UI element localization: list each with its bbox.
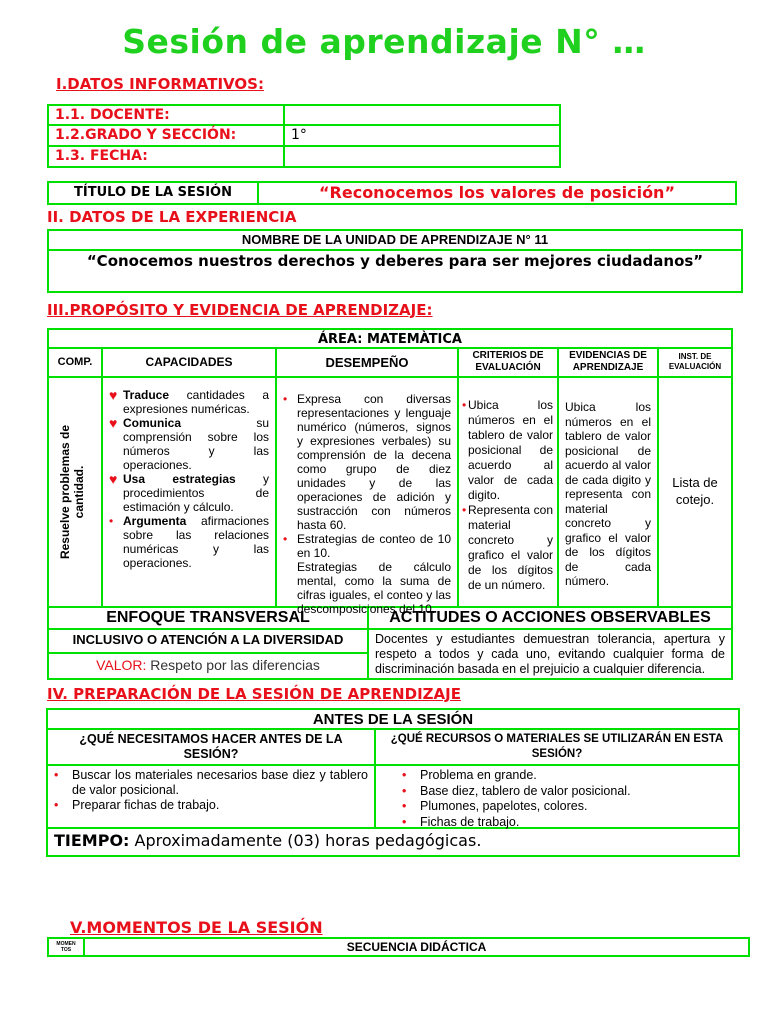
header-capacidades: CAPACIDADES xyxy=(103,349,277,378)
value-fecha[interactable] xyxy=(285,147,559,166)
col2-item-text: Plumones, papelotes, colores. xyxy=(420,799,588,813)
momentos-label: MOMEN TOS xyxy=(49,939,85,955)
competencia-cell xyxy=(49,378,103,608)
session-title-box xyxy=(47,181,737,205)
col2-header: ¿QUÉ RECURSOS O MATERIALES SE UTILIZARÁN EN ESTA SESIÓN? xyxy=(376,730,738,766)
label-fecha: 1.3. FECHA: xyxy=(49,147,285,166)
tiempo-row xyxy=(48,829,738,855)
valor-text: Respeto por las diferencias xyxy=(146,657,320,673)
area-label: ÁREA: MATEMÀTICA xyxy=(49,330,731,349)
instrumento-cell: Lista de cotejo. xyxy=(659,378,731,608)
actitudes-value: Docentes y estudiantes demuestran tolerancia, apertura y respeto a todos y cada uno, evitando cualquier forma de discriminación basada en el prejuicio a cualquier diferencia. xyxy=(375,632,725,676)
proposito-table xyxy=(47,328,733,680)
col1-item-text: Buscar los materiales necesarios base diez y tablero de valor posicional. xyxy=(72,768,368,797)
session-title-label: TÍTULO DE LA SESIÓN xyxy=(49,183,259,203)
tiempo-text: Aproximadamente (03) horas pedagógicas. xyxy=(129,831,482,850)
tiempo-label: TIEMPO: xyxy=(54,831,130,850)
section-heading-momentos: V.MOMENTOS DE LA SESIÓN xyxy=(70,918,323,937)
actitudes-header: ACTITUDES O ACCIONES OBSERVABLES xyxy=(369,608,731,630)
criterio-text: Ubica los números en el tablero de valor posicional de acuerdo al valor de cada digito. xyxy=(468,398,553,502)
desempeno-cell xyxy=(277,378,459,616)
col2-item-text: Problema en grande. xyxy=(420,768,537,782)
capacidad-text: cantidades a expresiones numéricas. xyxy=(123,388,269,416)
header-comp: COMP. xyxy=(49,349,103,378)
col1-header: ¿QUÉ NECESITAMOS HACER ANTES DE LA SESIÓN? xyxy=(48,730,376,766)
datos-table xyxy=(47,104,561,168)
capacidad-bold: Usa estrategias xyxy=(123,472,236,486)
col1-item-text: Preparar fichas de trabajo. xyxy=(72,798,220,812)
desempeno-item: • Expresa con diversas representaciones y lenguaje numérico (números, signos y expresiones verbales) su comprensión de la decena como grupo de diez unidades y de las operaciones de adición y sustracción con números hasta 60. xyxy=(283,392,451,532)
col2-item: • Plumones, papelotes, colores. xyxy=(402,799,588,813)
desempeno-item: • Estrategias de conteo de 10 en 10. xyxy=(283,532,451,560)
criterio-item: • Ubica los números en el tablero de valor posicional de acuerdo al valor de cada digito. xyxy=(462,398,553,502)
capacidad-item: • Argumenta afirmaciones sobre las relaciones numéricas y las operaciones. xyxy=(109,514,269,570)
page-title: Sesión de aprendizaje N° … xyxy=(122,22,646,61)
header-evidencias: EVIDENCIAS DE APRENDIZAJE xyxy=(559,349,659,378)
col1-item: • Buscar los materiales necesarios base diez y tablero de valor posicional. xyxy=(54,768,368,797)
antes-label: ANTES DE LA SESIÓN xyxy=(48,710,738,730)
col2-item-text: Base diez, tablero de valor posicional. xyxy=(420,783,631,798)
capacidad-bold: Argumenta xyxy=(123,514,187,528)
criterios-cell xyxy=(459,378,559,608)
criterio-text: Representa con material concreto y grafico el valor de los dígitos de un número. xyxy=(468,503,553,592)
criterio-item: • Representa con material concreto y grafico el valor de los dígitos de un número. xyxy=(462,503,553,592)
enfoque-header: ENFOQUE TRANSVERSAL xyxy=(49,608,369,630)
capacidad-item: ♥ Usa estrategias y procedimientos de estimación y cálculo. xyxy=(109,471,269,514)
desempeno-extra: Estrategias de cálculo mental, como la suma de cifras iguales, el conteo y las descomposiciones del 10. xyxy=(297,560,451,616)
section-heading-proposito: III.PROPÓSITO Y EVIDENCIA DE APRENDIZAJE: xyxy=(47,301,433,319)
section-heading-preparacion: IV. PREPARACIÓN DE LA SESIÓN DE APRENDIZAJE xyxy=(47,685,461,703)
preparacion-table xyxy=(46,708,740,857)
col2-item: • Fichas de trabajo. xyxy=(402,814,520,829)
valor-cell xyxy=(49,654,369,678)
capacidad-item: ♥ Comunica su comprensión sobre los números y las operaciones. xyxy=(109,415,269,472)
col2-item-text: Fichas de trabajo. xyxy=(420,814,520,829)
session-title-value: “Reconocemos los valores de posición” xyxy=(319,183,675,202)
unit-name: “Conocemos nuestros derechos y deberes para ser mejores ciudadanos” xyxy=(86,252,704,270)
header-desempeno: DESEMPEÑO xyxy=(277,349,459,378)
value-docente[interactable] xyxy=(285,106,559,126)
capacidad-bold: Comunica xyxy=(123,416,182,430)
header-inst: INST. DE EVALUACIÓN xyxy=(659,349,731,378)
momentos-table xyxy=(47,937,750,957)
col1-item: • Preparar fichas de trabajo. xyxy=(54,798,220,812)
competencia-text: Resuelve problemas de cantidad. xyxy=(58,424,86,560)
unit-label: NOMBRE DE LA UNIDAD DE APRENDIZAJE N° 11 xyxy=(49,231,741,251)
col2-list xyxy=(376,766,738,829)
col1-list xyxy=(48,766,376,829)
unit-box xyxy=(47,229,743,293)
section-heading-datos: I.DATOS INFORMATIVOS: xyxy=(56,75,264,93)
secuencia-label: SECUENCIA DIDÁCTICA xyxy=(346,940,487,954)
capacidades-cell xyxy=(103,378,277,608)
header-criterios: CRITERIOS DE EVALUACIÓN xyxy=(459,349,559,378)
col2-item: • Problema en grande. xyxy=(402,768,537,782)
evidencia-cell: Ubica los números en el tablero de valor posicional de acuerdo al valor de cada digito y representa con material concreto y grafico el valor de los dígitos de cada número. xyxy=(559,378,659,608)
desempeno-text: Estrategias de conteo de 10 en 10. xyxy=(297,532,451,560)
label-grado: 1.2.GRADO Y SECCIÓN: xyxy=(49,126,285,147)
value-grado[interactable]: 1° xyxy=(285,126,559,147)
capacidad-item: ♥ Traduce cantidades a expresiones numéricas. xyxy=(109,387,269,416)
capacidad-text: afirmaciones sobre las relaciones numéricas y las operaciones. xyxy=(123,514,269,570)
col2-item: • Base diez, tablero de valor posicional. xyxy=(402,783,631,798)
section-heading-experiencia: II. DATOS DE LA EXPERIENCIA xyxy=(47,208,297,226)
capacidad-text: y procedimientos de estimación y cálculo. xyxy=(123,472,269,514)
capacidad-bold: Traduce xyxy=(123,388,170,402)
desempeno-text: Expresa con diversas representaciones y lenguaje numérico (números, signos y expresiones verbales) su comprensión de la decena como grupo de diez unidades y de las operaciones de adición y sustracción con números hasta 60. xyxy=(297,392,451,532)
enfoque-value: INCLUSIVO O ATENCIÓN A LA DIVERSIDAD xyxy=(49,630,369,654)
label-docente: 1.1. DOCENTE: xyxy=(49,106,285,126)
capacidad-text: su comprensión sobre los números y las operaciones. xyxy=(123,416,269,472)
valor-label: VALOR: xyxy=(96,657,147,673)
